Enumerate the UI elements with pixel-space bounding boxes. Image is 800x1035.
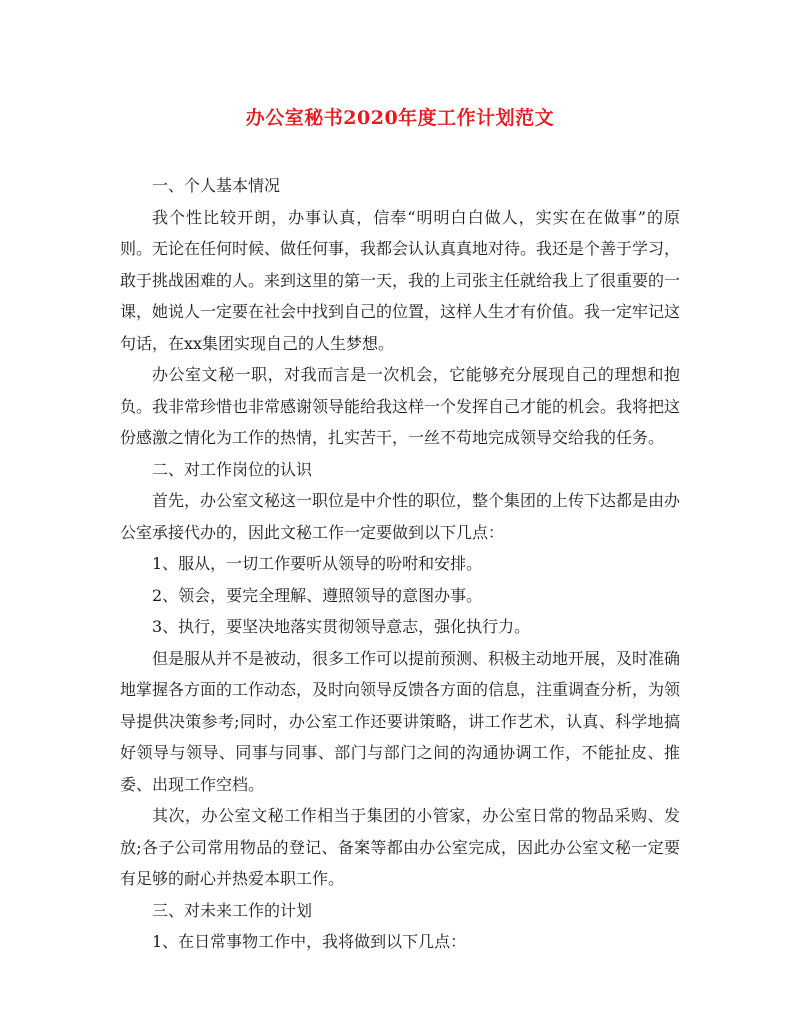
section-heading-future-plan: 三、对未来工作的计划 xyxy=(152,900,313,920)
paragraph-personality: 我个性比较开朗，办事认真，信奉“明明白白做人，实实在在做事”的原则。无论在任何时候、做任何事，我都会认认真真地对待。我还是个善于学习，敢于挑战困难的人。来到这里的第一天，我的上司张主任就给我上了很重要的一课，她说人一定要在社会中找到自己的位置，这样人生才有价值。我一定牢记这句话，在xx集团实现自己的人生梦想。 xyxy=(120,207,681,353)
document-title: 办公室秘书2020年度工作计划范文 xyxy=(245,107,555,129)
section-heading-position-understanding: 二、对工作岗位的认识 xyxy=(152,459,313,479)
paragraph-opportunity: 办公室文秘一职，对我而言是一次机会，它能够充分展现自己的理想和抱负。我非常珍惜也非常感谢领导能给我这样一个发挥自己才能的机会。我将把这份感激之情化为工作的热情，扎实苦干，一丝不苟地完成领导交给我的任务。 xyxy=(120,365,681,447)
paragraph-not-passive: 但是服从并不是被动，很多工作可以提前预测、积极主动地开展，及时准确地掌握各方面的工作动态，及时向领导反馈各方面的信息，注重调查分析，为领导提供决策参考;同时，办公室工作还要讲策略，讲工作艺术，认真、科学地搞好领导与领导、同事与同事、部门与部门之间的沟通协调工作，不能扯皮、推委、出现工作空档。 xyxy=(120,648,681,794)
section-heading-personal-info: 一、个人基本情况 xyxy=(152,176,281,195)
list-item-understand: 2、领会，要完全理解、遵照领导的意图办事。 xyxy=(152,585,483,605)
list-item-obey: 1、服从，一切工作要听从领导的吩咐和安排。 xyxy=(152,554,483,573)
paragraph-second: 其次，办公室文秘工作相当于集团的小管家，办公室日常的物品采购、发放;各子公司常用物品的登记、备案等都由办公室完成，因此办公室文秘一定要有足够的耐心并热爱本职工作。 xyxy=(120,806,680,888)
list-item-execute: 3、执行，要坚决地落实贯彻领导意志，强化执行力。 xyxy=(152,617,531,636)
paragraph-first: 首先，办公室文秘这一职位是中介性的职位，整个集团的上传下达都是由办公室承接代办的，因此文秘工作一定要做到以下几点： xyxy=(120,491,681,542)
list-item-daily-work: 1、在日常事物工作中，我将做到以下几点： xyxy=(152,932,467,951)
document-body xyxy=(120,170,680,958)
